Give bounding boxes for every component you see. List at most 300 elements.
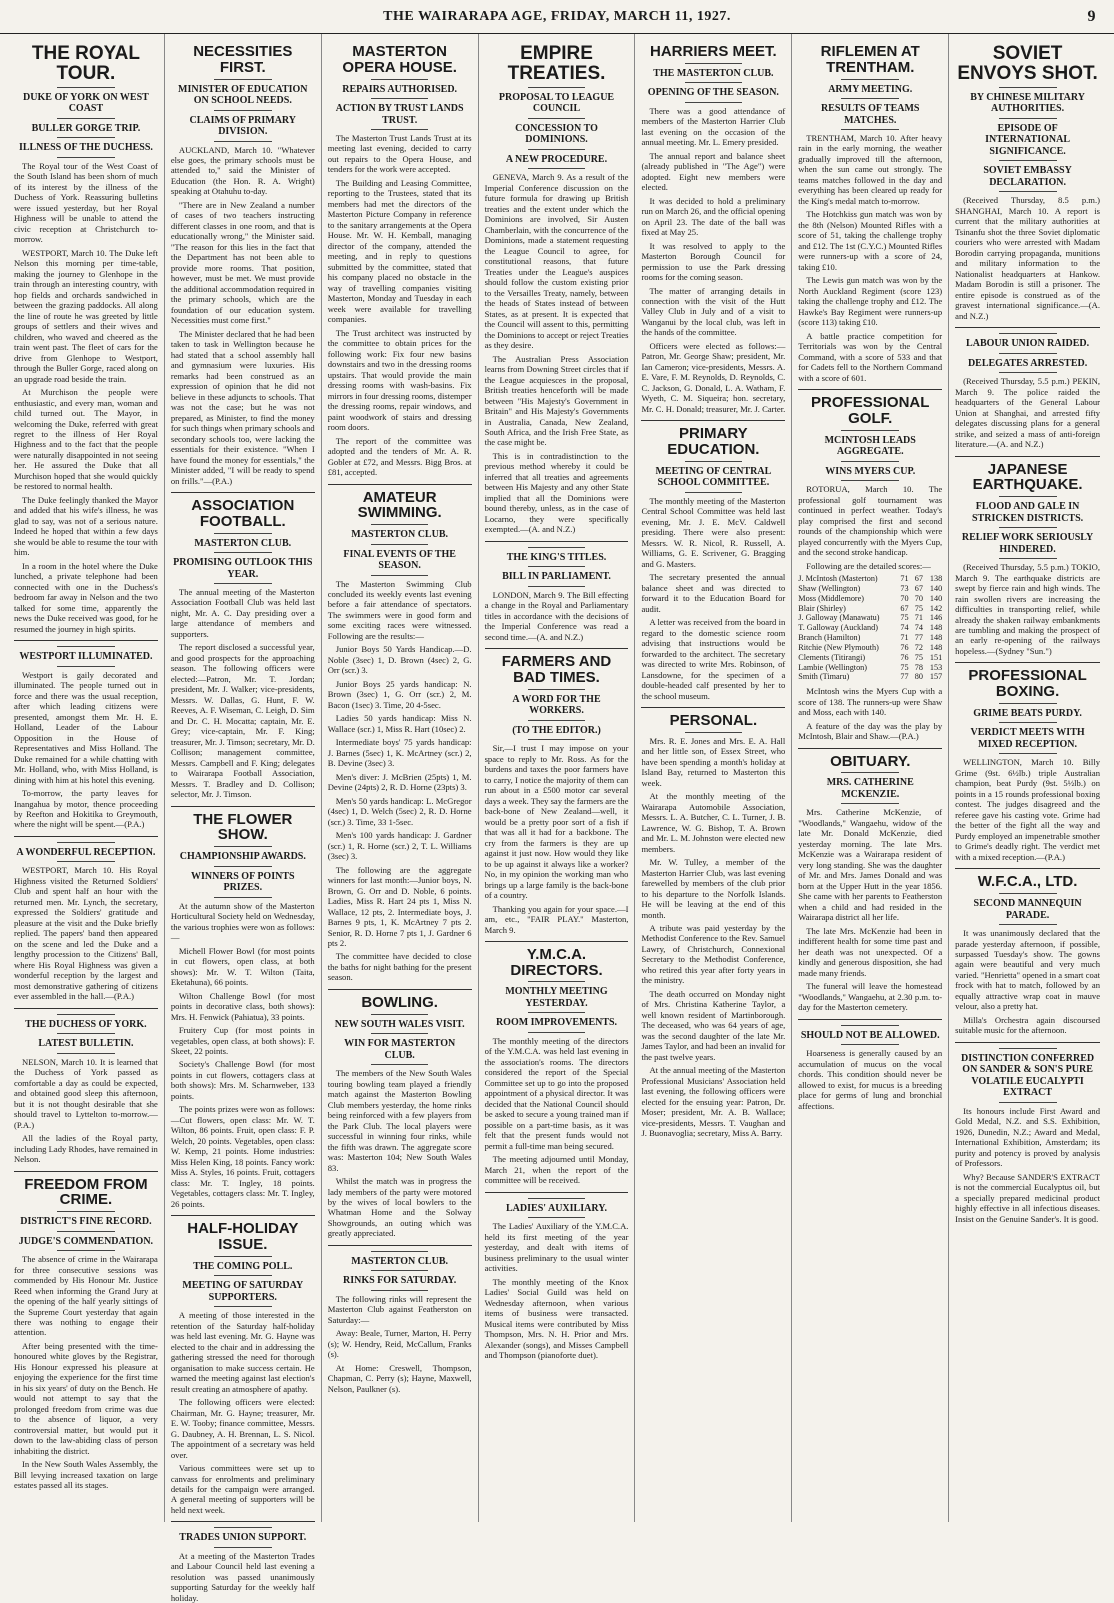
- article-subhead: DISTRICT'S FINE RECORD.: [20, 1216, 152, 1228]
- article-divider: [328, 989, 472, 990]
- subhead-rule: [214, 1306, 272, 1307]
- article-paragraph: (Received Thursday, 5.5 p.m.) TOKIO, March 9. The earthquake districts are swept by fierce rain and high winds. The rain swollen rivers are increasing the difficulties in transporting relief, while already the shaken railway embankments are tumbling and making the prospect of an early re-opening of the railways hopeless.—(Sydney "Sun."): [955, 562, 1101, 656]
- article-divider: [14, 1008, 158, 1009]
- headline-rule: [999, 496, 1057, 497]
- score-value: 76: [900, 652, 909, 662]
- article-subhead: FINAL EVENTS OF THE SEASON.: [343, 548, 456, 571]
- subhead-rule: [999, 558, 1057, 559]
- article-paragraph: In a room in the hotel where the Duke lunched, a private telephone had been connected with one in the Duchess's bedroom far away in Nelson and the two talked for some time, apparently the news the Duke received was good, for he resumed the journey in high spirits.: [14, 560, 158, 634]
- subhead-rule: [371, 544, 429, 545]
- article-subhead: THE DUCHESS OF YORK.: [25, 1018, 147, 1030]
- player-name: Smith (Timaru): [798, 672, 850, 682]
- subhead-rule: [528, 586, 586, 587]
- article-subhead: DUKE OF YORK ON WEST COAST: [23, 91, 149, 115]
- article-paragraph: It was decided to hold a preliminary run on March 26, and the official opening on April 23. The date of the ball was fixed at May 25.: [641, 195, 786, 238]
- subhead-rule: [528, 1032, 586, 1033]
- score-value: 77: [914, 633, 923, 643]
- score-value: 78: [914, 662, 923, 672]
- article-headline: FARMERS AND BAD TIMES.: [501, 653, 612, 687]
- article-paragraph: The secretary presented the annual balance sheet and was directed to forward it to the Education Board for audit.: [641, 572, 786, 614]
- subhead-rule: [528, 118, 586, 119]
- score-value: 67: [914, 583, 923, 593]
- masthead: [0, 0, 1114, 34]
- article-divider: [641, 420, 785, 421]
- score-value: 74: [900, 623, 909, 633]
- subhead-rule: [999, 1102, 1057, 1103]
- article-divider: [955, 868, 1100, 869]
- subhead-rule: [841, 480, 899, 481]
- headline-rule: [685, 63, 743, 64]
- subhead-rule: [528, 149, 586, 150]
- article-subhead: MCINTOSH LEADS AGGREGATE.: [824, 434, 916, 458]
- article: [14, 1177, 158, 1491]
- article-subhead: CLAIMS OF PRIMARY DIVISION.: [189, 114, 297, 137]
- subhead-rule: [685, 492, 743, 493]
- article: [955, 668, 1100, 862]
- article-paragraph: The Ladies' Auxiliary of the Y.M.C.A. held its first meeting of the year yesterday, and dealt with items of business preliminary to the usual winter activities.: [484, 1221, 629, 1274]
- article-paragraph: The Masterton Trust Lands Trust at its meeting last evening, decided to carry out repairs to the Opera House, and tenders for the work were accepted.: [327, 133, 472, 175]
- article: [798, 44, 942, 383]
- article-headline: HALF-HOLIDAY ISSUE.: [187, 1220, 299, 1253]
- article-subhead: LADIES' AUXILIARY.: [506, 1202, 607, 1214]
- player-name: Moss (Middlemore): [798, 593, 865, 603]
- subhead-rule: [999, 353, 1057, 354]
- score-value: 75: [900, 613, 909, 623]
- article-paragraph: At the monthly meeting of the Wairarapa Automobile Association, Messrs. L. A. Butcher, C. L. Turner, J. B. Lawrence, W. G. Bishop, T. A. Brown and Mr. L. M. Johnston were elected new members.: [641, 791, 786, 854]
- subhead-rule: [214, 583, 272, 584]
- article-paragraph: Fruitery Cup (for most points in vegetables, open class, at both shows): F. Skeet, 22 points.: [170, 1025, 315, 1056]
- score-row: [798, 623, 942, 633]
- article-headline: THE ROYAL TOUR.: [31, 43, 140, 84]
- headline-rule: [371, 79, 429, 80]
- article-paragraph: At Murchison the people were enthusiastic, and every man, woman and child turned out. The Mayor, in welcoming the Duke, referred with great regret to the illness of Her Royal Highness and to the fact that the people were naturally disappointed in not seeing her. He assured the Duke that all Murchison hoped that she would quickly be restored to normal health.: [14, 387, 158, 492]
- article-paragraph: Wilton Challenge Bowl (for most points in decorative class, both shows): Mrs. H. Fenwick (Pahiatua), 33 points.: [170, 990, 315, 1022]
- subhead-rule: [999, 372, 1057, 373]
- score-value: 80: [914, 672, 923, 682]
- score-value: 71: [900, 574, 909, 584]
- subhead-rule: [371, 575, 429, 576]
- article-headline: PROFESSIONAL BOXING.: [968, 667, 1087, 701]
- article-subhead: WESTPORT ILLUMINATED.: [19, 651, 153, 663]
- article-headline: SOVIET ENVOYS SHOT.: [957, 43, 1098, 84]
- section-rule: [528, 547, 586, 548]
- article: [328, 1251, 472, 1394]
- score-row: [798, 633, 942, 643]
- article-headline: HARRIERS MEET.: [650, 43, 777, 60]
- article-subhead: LATEST BULLETIN.: [38, 1038, 134, 1050]
- section-rule: [57, 646, 115, 647]
- article-headline: FREEDOM FROM CRIME.: [24, 1175, 148, 1209]
- article-subhead: (TO THE EDITOR.): [512, 724, 601, 736]
- score-value: 67: [900, 603, 909, 613]
- article: [641, 713, 785, 1139]
- headline-rule: [371, 1014, 429, 1015]
- columns-container: [0, 34, 1114, 1603]
- article-paragraph: The points prizes were won as follows:—Cut flowers, open class: Mr. W. T. Wilton, 86 points. Fruit, open class: F. P. Welch, 20 points. Vegetables, open class: W. Kemp, 21 points. Home industries: Miss Helen King, 18 points. Fancy work: Miss A. Styles, 16 points. Fruit, cottagers class: Mr. T. Ingley, 18 points. Vegetables, cottagers class: Mr. T. Ingley, 26 points.: [170, 1104, 315, 1209]
- article-subhead: MINISTER OF EDUCATION ON SCHOOL NEEDS.: [178, 83, 308, 106]
- page-number: 9: [1087, 7, 1096, 25]
- article-paragraph: Whilst the match was in progress the lady members of the party were motored by the wives of local bowlers to the Whatman Home and the Solway Showgrounds, an outing which was greatly appreciated.: [327, 1176, 472, 1239]
- article-paragraph: The following rinks will represent the Masterton Club against Featherston on Saturday:—: [327, 1293, 472, 1325]
- article-paragraph: Westport is gaily decorated and illuminated. The people turned out in force and there was the usual reception, after which leading citizens were presented, amongst them Mr. H. E. Holland, Leader of the Labour Opposition in the House of Representatives and Miss Holland. The Duke remained for a while chatting with Mr. Holland, who, with Miss Holland, is dining with him at his hotel this evening.: [14, 669, 158, 785]
- article-divider: [955, 456, 1100, 457]
- article-divider: [328, 484, 472, 485]
- section-rule: [57, 842, 115, 843]
- score-row: [798, 653, 942, 663]
- article-paragraph: Its honours include First Award and Gold Medal, N.Z. and S.S. Exhibition, 1926, Dunedin, N.Z.; Award and Medal, International Exhibition, Amsterdam; its purity and potency is proved by analysis of Professors.: [955, 1105, 1101, 1169]
- article: [641, 44, 785, 414]
- article-paragraph: The Royal tour of the West Coast of the South Island has been shorn of much of its interest by the illness of the Duchess of York. Reassuring bulletins were issued yesterday, but her Royal Highness will be unable to attend the civic reception at Christchurch to-morrow.: [14, 160, 158, 245]
- article-subhead: TRADES UNION SUPPORT.: [179, 1532, 307, 1544]
- article: [14, 646, 158, 830]
- article-subhead: ACTION BY TRUST LANDS TRUST.: [335, 103, 464, 126]
- score-value: 148: [929, 623, 943, 633]
- article-headline: MASTERTON OPERA HOUSE.: [342, 43, 457, 76]
- article-paragraph: Hoarseness is generally caused by an accumulation of mucus on the vocal chords. This condition should never be allowed to exist, for mucus is a breeding place for germs of lung and bronchial affections.: [798, 1048, 943, 1111]
- score-row: [798, 643, 942, 653]
- article-divider: [171, 806, 315, 807]
- article-subhead: BY CHINESE MILITARY AUTHORITIES.: [970, 91, 1085, 115]
- score-value: 75: [914, 603, 923, 613]
- article-subhead: CONCESSION TO DOMINIONS.: [515, 122, 598, 146]
- article-headline: ASSOCIATION FOOTBALL.: [191, 497, 295, 530]
- article-subhead: SOVIET EMBASSY DECLARATION.: [983, 165, 1072, 188]
- article-subhead: DISTINCTION CONFERRED ON SANDER & SON'S PURE VOLATILE EUCALYPTI EXTRACT: [961, 1052, 1095, 1099]
- article-paragraph: Junior Boys 25 yards handicap: N. Brown (3sec) 1, G. Orr (scr.) 2, M. Bacon (1sec) 3. Time, 20 4-5sec.: [327, 678, 472, 710]
- article: [955, 1048, 1100, 1224]
- article-subhead: MASTERTON CLUB.: [351, 1255, 448, 1267]
- subhead-rule: [999, 722, 1057, 723]
- article-paragraph: Mr. W. Tulley, a member of the Masterton Harrier Club, was last evening farewelled by members of the club prior to his departure to the Norfolk Islands. He will be leaving at the end of this month.: [641, 857, 786, 920]
- article-headline: RIFLEMEN AT TRENTHAM.: [820, 43, 920, 76]
- article-paragraph: WELLINGTON, March 10. Billy Grime (9st. 6½lb.) triple Australian champion, beat Purdy (9st. 5½lb.) on points in a 15 rounds professional boxing contest. The judges disagreed and the referee gave his casting vote. Grime had the better of the fight all the way and Purdy employed an impenetrable smother to Grime's deadly right. The verdict met with a mixed reception.—(P.A.): [955, 757, 1101, 862]
- article-divider: [328, 1245, 472, 1246]
- headline-rule: [214, 79, 272, 80]
- article-paragraph: At Home: Creswell, Thompson, Chapman, C. Perry (s); Hayne, Maxwell, Nelson, Paulkner (s).: [327, 1362, 472, 1394]
- headline-rule: [528, 689, 586, 690]
- subhead-rule: [57, 1250, 115, 1251]
- player-name: Ritchie (New Plymouth): [798, 642, 879, 652]
- article-paragraph: McIntosh wins the Myers Cup with a score of 138. The runners-up were Shaw and Moss, each with 140.: [798, 686, 943, 718]
- subhead-rule: [371, 98, 429, 99]
- column-1: [8, 34, 165, 1522]
- article: [485, 547, 629, 642]
- article-headline: AMATEUR SWIMMING.: [357, 488, 442, 522]
- subhead-rule: [57, 137, 115, 138]
- article-paragraph: "There are in New Zealand a number of cases of two teachers instructing different classes in one room, and that is educationally wrong," the Minister said. "The reason for this lies in the fact that the Department has not been able to provide more rooms. That position, however, must be met. We must provide the additional accommodation required in the primary schools, which are the foundation of our education system. Necessities must come first.": [170, 199, 315, 326]
- score-value: 71: [914, 613, 923, 623]
- article-paragraph: Men's 100 yards handicap: J. Gardner (scr.) 1, R. Horne (scr.) 2, T. L. Williams (3sec) 3.: [327, 830, 472, 862]
- article-paragraph: Following are the detailed scores:—: [806, 560, 931, 571]
- article: [328, 995, 472, 1239]
- article-subhead: A NEW PROCEDURE.: [505, 153, 608, 165]
- article: [798, 395, 942, 742]
- article-headline: BOWLING.: [361, 993, 438, 1011]
- article-paragraph: To-morrow, the party leaves for Inangahua by motor, thence proceeding by Reefton and Hokitika to Greymouth, where the night will be spent.—(P.A.): [14, 788, 158, 830]
- article: [328, 490, 472, 983]
- subhead-rule: [371, 129, 429, 130]
- article-paragraph: The following officers were elected: Chairman, Mr. G. Hayne; treasurer, Mr. E. W. Tooby; finance committee, Messrs. G. Daubney, A. H. Brennan, L. S. Nicol. The appointment of a secretary was held over.: [170, 1397, 315, 1460]
- column-2: [165, 34, 322, 1603]
- article-headline: Y.M.C.A. DIRECTORS.: [510, 945, 603, 979]
- article-subhead: CHAMPIONSHIP AWARDS.: [179, 851, 306, 863]
- article: [955, 333, 1100, 449]
- subhead-rule: [57, 861, 115, 862]
- subhead-rule: [999, 924, 1057, 925]
- article-paragraph: WESTPORT, March 10. The Duke left Nelson this morning per time-table, making the journey to Glenhope in the train through an interesting country, with hop fields and orchards sandwiched in between the grazing paddocks. All along the line of route he was greeted by little groups of settlers and their wives and children, who waved and cheered as the train went past. The fleet of cars for the drive from Glenhope to Westport, through the Buller Gorge, raced along on an upgrade road beside the train.: [14, 247, 158, 384]
- article-subhead: GRIME BEATS PURDY.: [973, 707, 1082, 719]
- article-subhead: ARMY MEETING.: [828, 83, 913, 95]
- article-divider: [485, 541, 629, 542]
- article-divider: [955, 662, 1100, 663]
- article-paragraph: The absence of crime in the Wairarapa for three consecutive sessions was commended by His Honour Mr. Justice Reed when informing the Grand Jury at the opening of the half yearly sittings of the Supreme Court yesterday that again there was nothing to engage their attention.: [14, 1254, 158, 1338]
- article-paragraph: The death occurred on Monday night of Mrs. Christina Katherine Taylor, a well known resident of Martinborough. The deceased, who was 64 years of age, was the second daughter of the late Mr. James Taylor, and had been an invalid for the past twelve years.: [641, 988, 786, 1062]
- article-headline: NECESSITIES FIRST.: [193, 43, 293, 76]
- section-rule: [999, 1048, 1057, 1049]
- article-subhead: LABOUR UNION RAIDED.: [966, 338, 1090, 350]
- score-value: 70: [900, 593, 909, 603]
- article-paragraph: The Hotchkiss gun match was won by the 8th (Nelson) Mounted Rifles with a score of 51, taking the challenge trophy and £12. The 1st (C.Y.C.) Mounted Rifles were runners-up with a score of 24, taking £10.: [798, 209, 943, 272]
- score-value: 71: [900, 633, 909, 643]
- article-paragraph: The Building and Leasing Committee, reporting to the Trustees, stated that its members had met the directors of the Masterton Picture Company in reference to the sanitary arrangements at the Opera House. Mr. W. H. Kemball, managing director of the company, attended the meeting, and in reply to questions submitted by the committee, stated that his company placed no obstacle in the way of travelling companies visiting Masterton, Monday and Tuesday in each week were available for travelling companies.: [327, 177, 472, 325]
- article-paragraph: Junior Boys 50 Yards Handicap.—D. Noble (3sec) 1, D. Brown (4sec) 2, G. Orr (scr.) 3.: [327, 644, 472, 676]
- article-paragraph: The Trust architect was instructed by the committee to obtain prices for the following work: Fix four new basins downstairs and two in the dressing rooms upstairs. That would provide the main dressing rooms with wash-basins. Fix mirrors in four dressing rooms, distemper the dressing rooms, repair windows, and paint woodwork of stairs and dressing room doors.: [327, 327, 472, 433]
- score-value: 151: [929, 652, 943, 662]
- article-divider: [485, 648, 629, 649]
- article: [171, 498, 315, 800]
- subhead-rule: [841, 1044, 899, 1045]
- article-paragraph: A feature of the day was the play by McIntosh, Blair and Shaw.—(P.A.): [798, 720, 943, 742]
- score-value: 142: [929, 603, 943, 613]
- subhead-rule: [214, 1275, 272, 1276]
- article-paragraph: The report of the committee was adopted and the tenders of Mr. A. R. Gobler at £72, and Messrs. Bigg Bros. at £81, accepted.: [327, 435, 472, 478]
- subhead-rule: [371, 1064, 429, 1065]
- article-paragraph: NELSON, March 10. It is learned that the Duchess of York passed as comfortable a day as could be expected, and obtained good sleep this afternoon, but it is not thought desirable that she should travel to Lyttelton to-morrow.—(P.A.): [14, 1056, 158, 1130]
- headline-rule: [214, 846, 272, 847]
- score-value: 157: [929, 672, 943, 682]
- article-headline: THE FLOWER SHOW.: [193, 810, 293, 844]
- player-name: Clements (Titirangi): [798, 652, 866, 662]
- article-subhead: PROMISING OUTLOOK THIS YEAR.: [173, 557, 313, 580]
- article-paragraph: The members of the New South Wales touring bowling team played a friendly match against the Masterton Bowling Club members yesterday, the home rinks being reinforced with a few players from the Park Club. The local players were successful in winning four rinks, while the fifth was drawn. The aggregate score was: Masterton 104; New South Wales 83.: [327, 1068, 472, 1173]
- score-value: 74: [914, 623, 923, 633]
- masthead-title: THE WAIRARAPA AGE, FRIDAY, MARCH 11, 1927.: [383, 8, 731, 24]
- article-subhead: MASTERTON CLUB.: [194, 537, 292, 549]
- article-paragraph: Away: Beale, Turner, Marton, H. Perry (s); W. Hendry, Reid, McCallum, Franks (s).: [327, 1328, 472, 1360]
- subhead-rule: [57, 666, 115, 667]
- article-paragraph: Intermediate boys' 75 yards handicap: J. Barnes (5sec) 1, K. McArtney (scr.) 2, B. Devine (3sec) 3.: [327, 737, 472, 769]
- article-subhead: MRS. CATHERINE MCKENZIE.: [826, 777, 914, 800]
- score-row: [798, 613, 942, 623]
- subhead-rule: [214, 1547, 272, 1548]
- headline-rule: [214, 533, 272, 534]
- article-subhead: OPENING OF THE SEASON.: [647, 87, 779, 99]
- article: [171, 812, 315, 1210]
- article-paragraph: (Received Thursday, 8.5 p.m.) SHANGHAI, March 10. A report is current that the military authorities at Tsinanfu shot the three Soviet diplomatic couriers who were arrested with Madam Borodin carrying propaganda, munitions and military information to the Nationalist headquarters at Hankow. Madam Borodin is still a prisoner. The entire episode is construed as of the gravest international significance.—(A. and N.Z.): [955, 195, 1101, 321]
- article-headline: W.F.C.A., LTD.: [977, 873, 1078, 891]
- score-value: 153: [929, 662, 943, 672]
- score-value: 146: [929, 613, 943, 623]
- article-paragraph: The monthly meeting of the directors of the Y.M.C.A. was held last evening in the association's rooms. The directors considered the report of the Special Committee set up to go into the proposed appointment of a physical director. It was decided that the National Council should be asked to secure a young trained man if possible on a part-time basis, as it was felt that the present funds would not permit a full-time man being secured.: [484, 1035, 629, 1151]
- subhead-rule: [841, 461, 899, 462]
- article-subhead: MONTHLY MEETING YESTERDAY.: [505, 986, 608, 1009]
- article-paragraph: At the autumn show of the Masterton Horticultural Society held on Wednesday, the various trophies were won as follows:—: [170, 900, 315, 943]
- headline-rule: [528, 981, 586, 982]
- article-paragraph: The matter of arranging details in connection with the visit of the Hutt Valley Club in July and of a visit to Wanganui by the local club, was left in the hands of the committee.: [641, 285, 786, 338]
- score-value: 72: [914, 642, 923, 652]
- headline-rule: [841, 79, 899, 80]
- article-subhead: MEETING OF CENTRAL SCHOOL COMMITTEE.: [655, 465, 772, 489]
- subhead-rule: [841, 98, 899, 99]
- column-3: [322, 34, 479, 1522]
- player-name: J. Galloway (Manawatu): [798, 613, 880, 623]
- article-subhead: WINNERS OF POINTS PRIZES.: [191, 870, 295, 894]
- section-rule: [57, 1014, 115, 1015]
- article-paragraph: Michell Flower Bowl (for most points in cut flowers, open class, at both shows): Mr. W. T. Wilton (Taita, Eketahuna), 66 points.: [170, 945, 315, 988]
- article-subhead: SHOULD NOT BE ALLOWED.: [800, 1029, 940, 1041]
- article-headline: PERSONAL.: [669, 712, 758, 730]
- subhead-rule: [371, 1290, 429, 1291]
- player-name: Lambie (Wellington): [798, 662, 867, 672]
- subhead-rule: [685, 82, 743, 83]
- article-paragraph: All the ladies of the Royal party, including Lady Rhodes, have remained in Nelson.: [14, 1133, 158, 1165]
- article-paragraph: The report disclosed a successful year, and good prospects for the approaching season. The following officers were elected:—Patron, Mr. T. Jordan; president, Mr. J. Walker; vice-presidents, Messrs. W. Dallas, G. Hunt, F. W. Reeves, A. F. Wiseman, C. Leigh, D. Sim and Dr. C. H. Mocatta; captain, Mr. E. Grey; vice-captain, Mr. F. King; treasurer, Mr. J. Timson; secretary, Mr. D. Collison; management committee, Messrs. Campbell and F. King; delegates to Wairarapa Football Association, Messrs. T. Bradley and D. Collison; selector, Mr. J. Timson.: [170, 642, 315, 800]
- article-divider: [485, 941, 629, 942]
- section-rule: [214, 1527, 272, 1528]
- headline-rule: [57, 87, 115, 88]
- article-subhead: PROPOSAL TO LEAGUE COUNCIL: [498, 91, 615, 115]
- article-paragraph: The Duke feelingly thanked the Mayor and added that his wife's illness, he was glad to say, was not of a serious nature. Indeed he hoped that within a few days she would be able to resume the tour with him.: [14, 494, 158, 558]
- article-subhead: VERDICT MEETS WITH MIXED RECEPTION.: [970, 727, 1085, 750]
- article-headline: JAPANESE EARTHQUAKE.: [972, 460, 1083, 494]
- article-subhead: EPISODE OF INTERNATIONAL SIGNIFICANCE.: [985, 122, 1070, 157]
- article-paragraph: Various committees were set up to canvass for enrolments and preliminary details for the campaign were arranged. A general meeting of supporters will be held next week.: [170, 1463, 315, 1515]
- article-subhead: THE COMING POLL.: [193, 1260, 293, 1272]
- score-value: 140: [929, 593, 943, 603]
- article-subhead: WIN FOR MASTERTON CLUB.: [344, 1038, 456, 1061]
- subhead-rule: [214, 897, 272, 898]
- article-subhead: A WONDERFUL RECEPTION.: [16, 846, 156, 858]
- subhead-rule: [214, 552, 272, 553]
- subhead-rule: [528, 720, 586, 721]
- article-subhead: SECOND MANNEQUIN PARADE.: [973, 898, 1082, 921]
- article-paragraph: Men's diver: J. McBrien (25pts) 1, M. Devine (24pts) 2, R. D. Horne (23pts) 3.: [327, 771, 472, 793]
- article-divider: [14, 836, 158, 837]
- article: [485, 947, 629, 1186]
- article: [171, 1221, 315, 1515]
- score-value: 75: [914, 652, 923, 662]
- subhead-rule: [841, 129, 899, 130]
- player-name: Branch (Hamilton): [798, 633, 861, 643]
- headline-rule: [841, 430, 899, 431]
- article-paragraph: AUCKLAND, March 10. "Whatever else goes, the primary schools must be attended to," said the Minister of Education (the Hon. R. A. Wright) speaking at Otahuhu to-day.: [170, 144, 315, 197]
- subhead-rule: [371, 1270, 429, 1271]
- article-paragraph: Why? Because SANDER'S EXTRACT is not the commercial Eucalyptus oil, but a specially prepared medicinal product highly effective in all infectious diseases. Insist on the Genuine Sander's. It is good.: [955, 1171, 1101, 1224]
- article: [641, 426, 785, 701]
- article: [955, 44, 1100, 321]
- article-subhead: WINS MYERS CUP.: [825, 465, 916, 477]
- headline-rule: [999, 703, 1057, 704]
- article-subhead: ILLNESS OF THE DUCHESS.: [18, 142, 153, 154]
- column-6: [792, 34, 949, 1522]
- player-name: Shaw (Wellington): [798, 583, 861, 593]
- article-paragraph: A meeting of those interested in the retention of the Saturday half-holiday was held last evening. Mr. G. Hayne was elected to the chair and in addressing the gathering stressed the need for thorough organisation to make success certain. He warned the meeting against last election's result creating an atmosphere of apathy.: [170, 1310, 315, 1394]
- article: [955, 874, 1100, 1036]
- article: [798, 754, 942, 1013]
- article-paragraph: The following are the aggregate winners for last month:—Junior boys, N. Brown, G. Orr and D. Noble, 6 points. Ladies, Miss R. Hart 24 pts 1, Miss N. Wallace, 12 pts, 2. Intermediate boys, J. Barnes 9 pts, 1, K. McArtney 7 pts 2. Senior, R. D. Horne 7 pts 1, J. Gardner 6 pts 2.: [327, 864, 472, 948]
- headline-rule: [685, 461, 743, 462]
- subhead-rule: [528, 168, 586, 169]
- article-subhead: MASTERTON CLUB.: [351, 529, 448, 540]
- subhead-rule: [999, 191, 1057, 192]
- article-paragraph: The committee have decided to close the baths for night bathing for the present season.: [327, 951, 472, 983]
- article-divider: [14, 1171, 158, 1172]
- subhead-rule: [999, 160, 1057, 161]
- subhead-rule: [999, 118, 1057, 119]
- article-paragraph: The Masterton Swimming Club concluded its weekly events last evening before a fair attendance of spectators. The swimmers were in good form and some exciting races were witnessed. Following are the results:—: [327, 578, 472, 641]
- article-paragraph: (Received Thursday, 5.5 p.m.) PEKIN, March 9. The police raided the headquarters of the General Labour Union at Shanghai, and arrested fifty delegates discussing plans for a general strike, and seized a mass of anti-foreign literature.—(A. and N.Z.): [955, 376, 1101, 450]
- article-paragraph: Mrs. Catherine McKenzie, of "Woodlands," Wangaehu, widow of the late Mr. Donald McKenzie, died yesterday morning. The late Mrs. McKenzie was a Wairarapa resident of very long standing. She was the daughter of Mr. and Mrs. James Donald and was born at the Upper Hutt in the year 1856. She came with her parents to Featherston when a child and had resided in the Wairarapa district all her life.: [798, 807, 943, 923]
- player-name: Blair (Shirley): [798, 603, 846, 613]
- article-paragraph: The funeral will leave the homestead "Woodlands," Wangaehu, at 2.30 p.m. to-day for the Masterton cemetery.: [798, 981, 943, 1013]
- article: [14, 842, 158, 1002]
- article-paragraph: ROTORUA, March 10. The professional golf tournament was continued in perfect weather. Today's play comprised the first and second rounds of the championship which were played concurrently with the Myers Cup, and the second stroke handicap.: [798, 484, 943, 558]
- headline-rule: [999, 893, 1057, 894]
- article-paragraph: Mrs. R. E. Jones and Mrs. E. A. Hall and her little son, of Essex Street, who have been spending a month's holiday at Island Bay, returned to Masterton this week.: [641, 735, 786, 788]
- article: [485, 1198, 629, 1361]
- score-value: 76: [900, 642, 909, 652]
- headline-rule: [841, 772, 899, 773]
- column-5: [635, 34, 792, 1522]
- article-paragraph: At a meeting of the Masterton Trades and Labour Council held last evening a resolution was passed unanimously supporting Saturday for the weekly half holiday.: [170, 1550, 315, 1603]
- section-rule: [841, 1025, 899, 1026]
- article-paragraph: A tribute was paid yesterday by the Methodist Conference to the Rev. Samuel Lawry, of Christchurch, Connexional Secretary to the Methodist Conference, who retired this year after forty years in the ministry.: [641, 923, 786, 986]
- subhead-rule: [685, 102, 743, 103]
- article-subhead: JUDGE'S COMMENDATION.: [18, 1235, 154, 1247]
- article-paragraph: At the annual meeting of the Masterton Professional Musicians' Association held last evening, the following officers were elected for the ensuing year: Patron, Dr. Moser; president, Mr. A. B. Wallace; vice-presidents, Messrs. T. Vaughan and J. Buonavoglia; secretary, Miss A. Barry.: [641, 1065, 786, 1139]
- article-subhead: DELEGATES ARRESTED.: [967, 357, 1088, 369]
- article-paragraph: The Minister declared that he had been taken to task in Wellington because he had stated that a school assembly hall and gymnasium were luxuries. His remarks had been construed as an expression of opinion that he did not believe in these adjuncts to schools. That was not the case; but he was not prepared, as Minister, to find the money for such things when primary schools and secondary schools too, were lacking the essentials for their existence. "When I have found the money for essentials," the Minister added, "I will be ready to spend on frills."—(P.A.): [170, 328, 315, 486]
- article-paragraph: In the New South Wales Assembly, the Bill levying increased taxation on large estates passed all its stages.: [14, 1459, 158, 1491]
- score-row: [798, 672, 942, 682]
- subhead-rule: [528, 566, 586, 567]
- subhead-rule: [214, 110, 272, 111]
- article-paragraph: GENEVA, March 9. As a result of the Imperial Conference discussion on the future formula for drawing up British treaties and the extent under which the Dominions are involved, Sir Austen Chamberlain, with the concurrence of the Dominions, made a statement requesting the League Council to agree, for constitutional reasons, that future Treaties under the League's auspices should follow the custom existing prior to the Versailles Treaty, namely, between the heads of States instead of between States, as at present. It is expected that the Council will assent to this, permitting the Dominions to accept or reject Treaties as they desire.: [484, 172, 629, 351]
- article-paragraph: Sir,—I trust I may impose on your space to reply to Mr. Ross. As for the burdens and taxes the poor farmers have to carry, I notice the majority of them can run about in a £500 motor car several days a week. They say the farmers are the back-bone of New Zealand—well, it would be a pretty poor sort of a fish if that was all it had for a backbone. The cry from the farmers is they are up against it just now. How would they like to be up against it always like a worker? No, in my opinion the working man who brings up a large family is the back-bone of a country.: [484, 743, 629, 901]
- article-subhead: NEW SOUTH WALES VISIT.: [334, 1018, 465, 1030]
- score-value: 148: [929, 642, 943, 652]
- article-paragraph: The monthly meeting of the Knox Ladies' Social Guild was held on Wednesday afternoon, when various items of business were transacted. Musical items were contributed by Miss Thompson, Mrs. N. H. Prior and Mrs. Alexander (songs), and Misses Campbell and Thompson (pianoforte duet).: [484, 1276, 629, 1361]
- headline-rule: [685, 732, 743, 733]
- article-headline: OBITUARY.: [830, 752, 911, 770]
- article-paragraph: After being presented with the time-honoured white gloves by the Registrar, His Honour expressed his pleasure at enjoying the experience for the first time in his six years' of duty on the Bench. He would not attempt to say that the prolonged freedom from crime was due to the absence of liquor, a very controversial matter, but would put it down to the law-abiding class of person inhabiting the district.: [14, 1340, 158, 1456]
- article-paragraph: The Australian Press Association learns from Downing Street circles that if the League acquiesces in the proposal, British treaties henceforth will be made between "His Majesty's Government in Britain" and His Majesty's Governments in Australia, Canada, New Zealand, South Africa, and the Irish Free State, as the case might be.: [484, 353, 629, 448]
- subhead-rule: [999, 527, 1057, 528]
- score-row: [798, 574, 942, 584]
- subhead-rule: [57, 157, 115, 158]
- article-subhead: RINKS FOR SATURDAY.: [343, 1275, 457, 1287]
- article-paragraph: The late Mrs. McKenzie had been in indifferent health for some time past and her death was not unexpected. Of a kindly and generous disposition, she had made many friends.: [798, 925, 943, 978]
- article-divider: [641, 707, 785, 708]
- article: [798, 1025, 942, 1111]
- score-row: [798, 663, 942, 673]
- article-headline: PRIMARY EDUCATION.: [667, 425, 760, 459]
- article-divider: [14, 640, 158, 641]
- section-rule: [999, 333, 1057, 334]
- article-divider: [955, 327, 1100, 328]
- article-paragraph: TRENTHAM, March 10. After heavy rain in the early morning, the weather gradually improved till the afternoon, when the sun came out strongly. The teams matches followed in the day and everything has been cleared up ready for the King's medal match to-morrow.: [798, 133, 943, 206]
- article-subhead: RESULTS OF TEAMS MATCHES.: [820, 103, 920, 126]
